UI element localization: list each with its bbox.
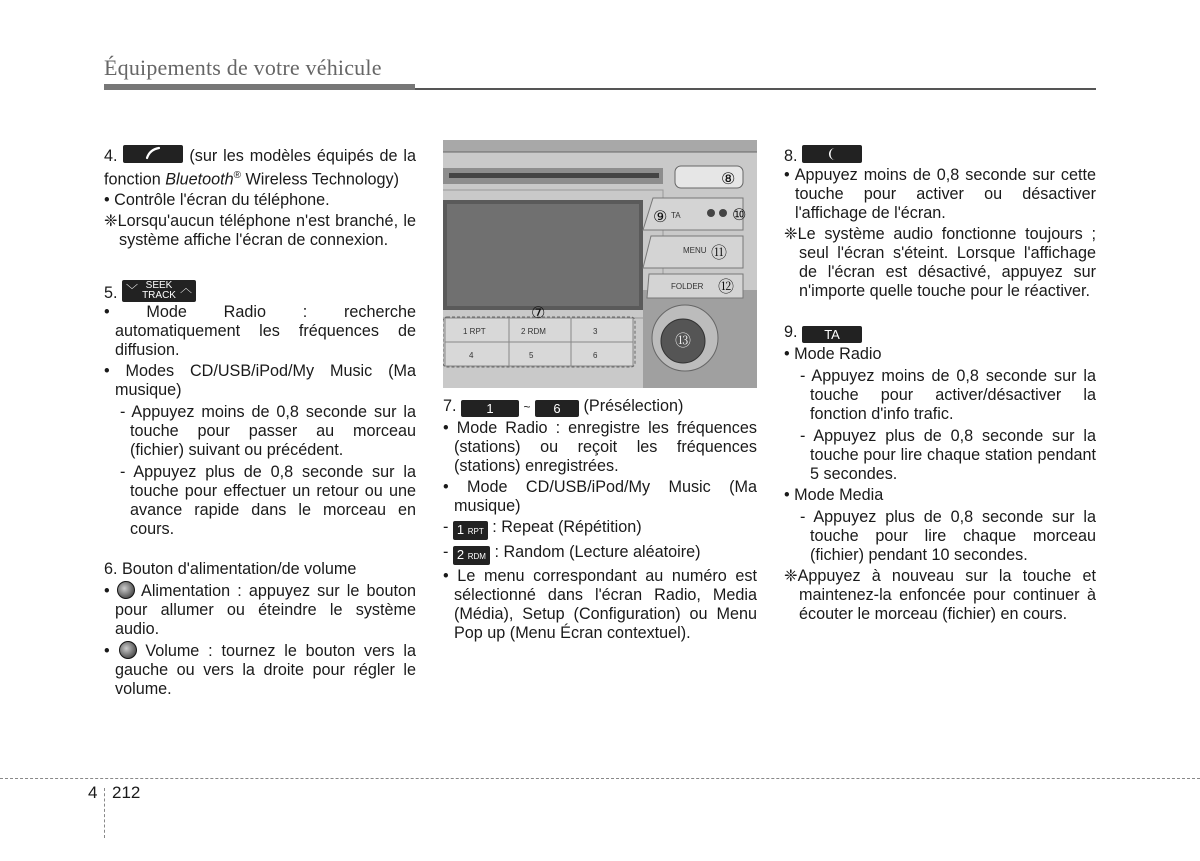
seek-track-key-icon [122,280,196,302]
preset-1-key: 1 [461,400,519,417]
preset-6-key: 6 [535,400,579,417]
item-5-dash-short: - Appuyez moins de 0,8 seconde sur la touche pour passer au morceau (fichier) suivant ou précédent. [120,403,416,460]
ta-key: TA [802,326,862,343]
power-knob-icon [117,581,135,599]
item-9-heading [784,323,1096,343]
header-rule-thick [104,84,415,90]
item-5-bullet-radio: • Mode Radio : recherche automatiquement les fréquences de diffusion. [104,303,416,360]
item-7-bullet-menu: • Le menu correspondant au numéro est sélectionné dans l'écran Radio, Media (Média), Setup (Configuration) ou Menu Pop up (Menu Écran contextuel). [443,567,757,642]
footer-dashed-rule [0,778,1200,779]
rpt-key: 1 RPT [453,521,488,540]
item-7-bullet-radio: • Mode Radio : enregistre les fréquences (stations) ou reçoit les fréquences (stations) enregistrées. [443,419,757,475]
item-number: 7. [443,397,457,415]
item-number: 5. [104,284,118,303]
item-8-note: ❈Le système audio fonctionne toujours ; seul l'écran s'éteint. Lorsque l'affichage de l'écran est désactivé, appuyez sur n'importe quelle touche pour le réactiver. [784,225,1096,300]
item-number: 4. [104,147,118,165]
callout-9: ⑨ [653,207,668,226]
callout-8: ⑧ [721,169,736,188]
item-7-heading [443,397,757,417]
moon-key-icon [802,145,862,163]
preset-2-label: 2 RDM [521,327,546,336]
preset-3-label: 3 [593,327,598,336]
column-left [104,145,416,699]
item-5-dash-long: - Appuyez plus de 0,8 seconde sur la touche pour effectuer un retour ou une avance rapide dans le morceau en cours. [120,463,416,539]
chapter-number: 4 [88,783,98,802]
item-6-heading: 6. Bouton d'alimentation/de volume [104,560,357,579]
item-6-bullet-volume: • Volume : tournez le bouton vers la gauche ou vers la droite pour régler le volume. [104,642,416,699]
item-4-heading [104,145,416,189]
item-6-bullet-power: • Alimentation : appuyez sur le bouton pour allumer ou éteindre le système audio. [104,582,416,639]
menu-label: MENU [683,246,707,255]
item-9-bullet-radio: • Mode Radio [784,345,882,363]
tilde: ~ [523,400,531,414]
item-number: 8. [784,147,798,165]
folder-label: FOLDER [671,282,704,291]
volume-knob-icon [119,641,137,659]
callout-11: ⑪ [711,243,728,262]
rpt-line: - 1 RPT : Repeat (Répétition) [443,518,757,540]
callout-13: ⑬ [675,331,692,350]
header-rule-thin [415,88,1096,90]
callout-7: ⑦ [531,303,546,322]
item-4-bullet: • Contrôle l'écran du téléphone. [104,191,330,210]
column-right [784,145,1096,624]
item-8-heading [784,145,1096,166]
bluetooth-word: Bluetooth [165,170,234,189]
item-9-dash-long: - Appuyez plus de 0,8 seconde sur la touche pour lire chaque station pendant 5 secondes. [800,427,1096,483]
item-4-text: (sur les modèles équipés de la fonction [104,147,416,189]
preset-6-label: 6 [593,351,598,360]
page-number: 212 [112,783,141,802]
registered-mark: ® [233,170,241,181]
item-8-bullet: • Appuyez moins de 0,8 seconde sur cette touche pour activer ou désactiver l'affichage de l'écran. [784,166,1096,222]
column-middle [443,397,757,643]
rdm-key: 2 RDM [453,546,490,565]
item-4-text-end: Wireless Technology) [240,170,400,189]
preset-4-label: 4 [469,351,474,360]
item-7-title: (Présélection) [583,397,684,415]
item-9-dash-short: - Appuyez moins de 0,8 seconde sur la touche pour activer/désactiver la fonction d'info trafic. [800,367,1096,423]
chevron-down-icon: ﹀ [126,283,139,298]
item-9-dash-media: - Appuyez plus de 0,8 seconde sur la touche pour lire chaque morceau (fichier) pendant 10 secondes. [800,508,1096,564]
footer-vertical-rule [104,788,105,838]
item-7-bullet-media: • Mode CD/USB/iPod/My Music (Ma musique) [443,478,757,515]
preset-1-label: 1 RPT [463,327,486,336]
preset-5-label: 5 [529,351,534,360]
ta-label: TA [671,211,681,220]
callout-12: ⑫ [718,277,735,296]
chevron-up-icon: ︿ [180,281,193,296]
radio-illustration [443,140,757,388]
callout-10: ⑩ [732,205,747,224]
radio-head-unit-figure [443,140,757,388]
item-5-heading [104,280,416,303]
page-header-title: Équipements de votre véhicule [104,55,382,80]
item-number: 9. [784,323,798,341]
seek-track-text: SEEK TRACK [142,280,176,302]
item-4-note: ❈Lorsqu'aucun téléphone n'est branché, le système affiche l'écran de connexion. [104,212,416,250]
phone-key-icon [123,145,183,163]
item-5-bullet-media: • Modes CD/USB/iPod/My Music (Ma musique) [104,362,416,400]
item-9-bullet-media: • Mode Media [784,486,884,504]
rdm-line: - 2 RDM : Random (Lecture aléatoire) [443,543,757,565]
item-9-note: ❈Appuyez à nouveau sur la touche et maintenez-la enfoncée pour continuer à écouter le morceau (fichier) en cours. [784,567,1096,623]
